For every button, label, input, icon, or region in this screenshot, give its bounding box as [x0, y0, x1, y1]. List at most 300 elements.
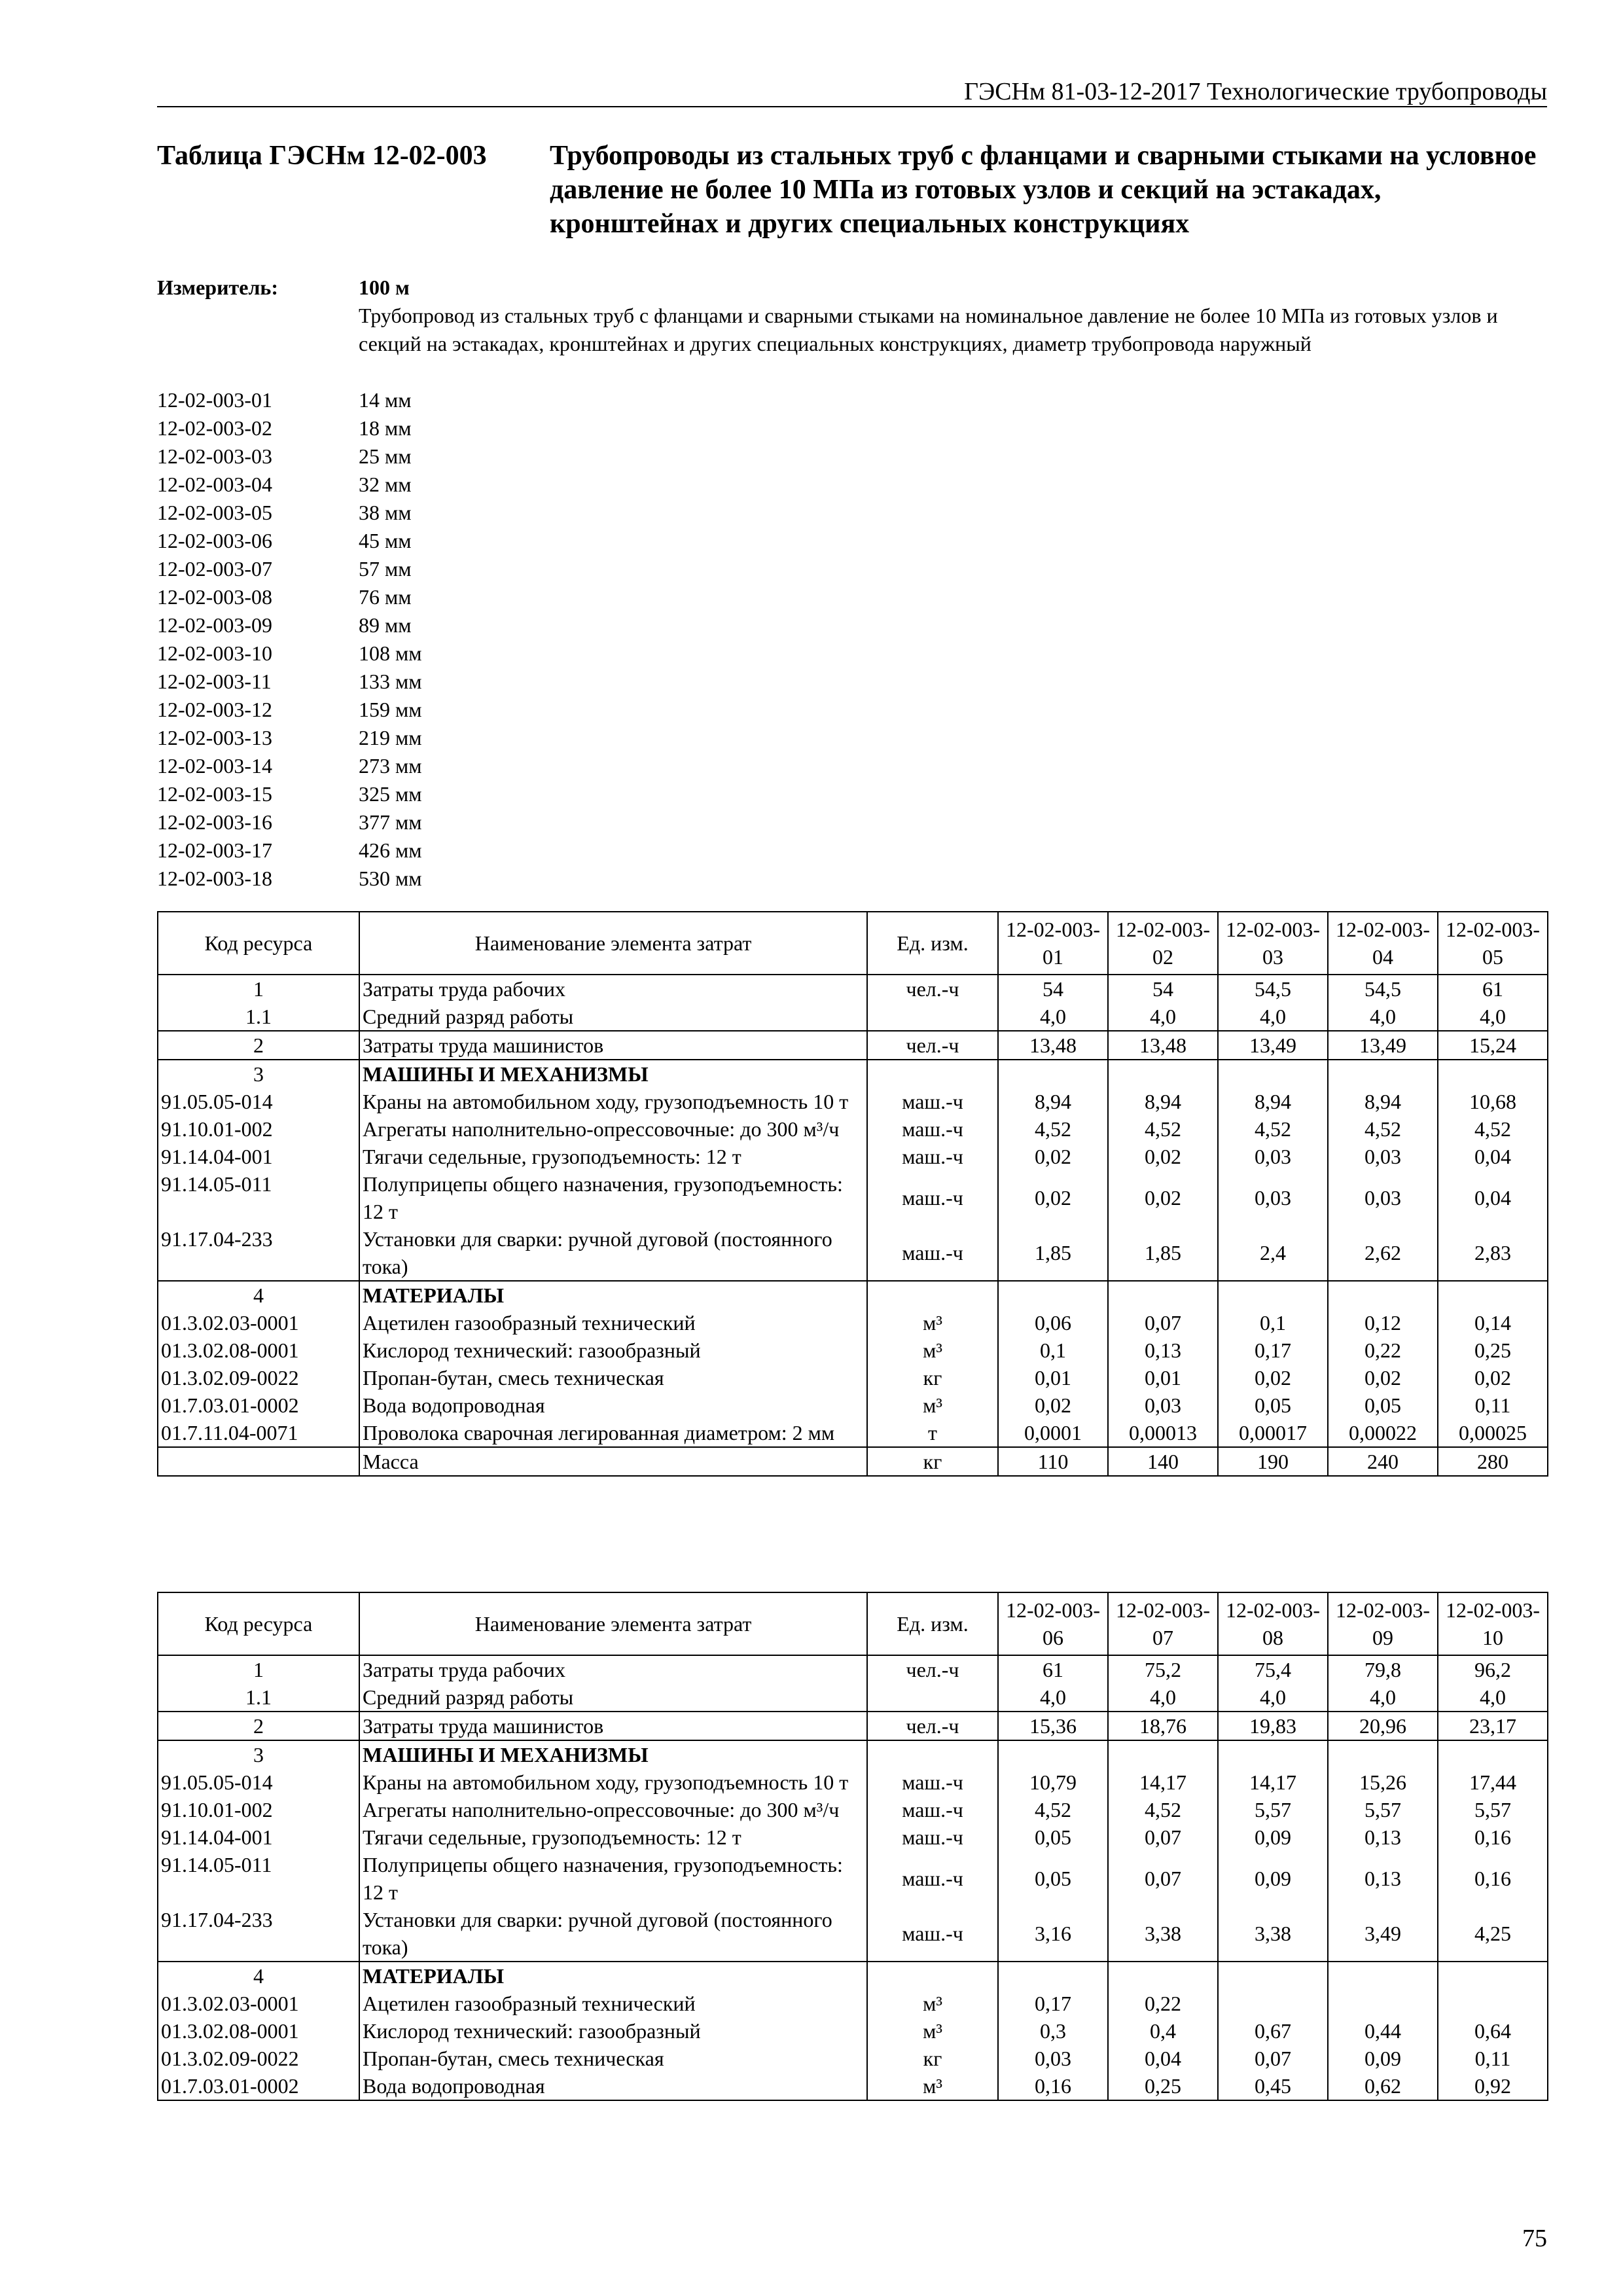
row-value: 0,44 — [1328, 2017, 1438, 2045]
row-unit: м³ — [867, 2017, 998, 2045]
row-unit: маш.-ч — [867, 1796, 998, 1823]
row-value: 0,05 — [1328, 1391, 1438, 1419]
row-value: 240 — [1328, 1447, 1438, 1476]
row-unit: маш.-ч — [867, 1088, 998, 1115]
row-value: 0,00013 — [1108, 1419, 1218, 1447]
header-column-code: 12-02-003-09 — [1328, 1592, 1438, 1655]
row-value: 4,52 — [1218, 1115, 1328, 1143]
row-value: 0,45 — [1218, 2072, 1328, 2100]
row-value — [1438, 1060, 1548, 1088]
code-list-item — [157, 555, 812, 583]
row-value: 0,1 — [998, 1336, 1108, 1364]
row-value: 0,00017 — [1218, 1419, 1328, 1447]
row-unit: кг — [867, 2045, 998, 2072]
row-cost-element: Полуприцепы общего назначения, грузоподъемность: 12 т — [359, 1170, 867, 1225]
row-unit: маш.-ч — [867, 1225, 998, 1281]
row-cost-element: МАШИНЫ И МЕХАНИЗМЫ — [359, 1060, 867, 1088]
row-cost-element: Проволока сварочная легированная диаметром: 2 мм — [359, 1419, 867, 1447]
table-row — [158, 1712, 1548, 1740]
row-value: 4,0 — [1328, 1683, 1438, 1712]
table-row — [158, 1391, 1548, 1419]
row-value — [1218, 1990, 1328, 2017]
row-cost-element: Затраты труда машинистов — [359, 1712, 867, 1740]
row-value: 0,04 — [1438, 1170, 1548, 1225]
code-list-item — [157, 752, 812, 780]
row-cost-element: Краны на автомобильном ходу, грузоподъемность 10 т — [359, 1768, 867, 1796]
code-list-code: 12-02-003-14 — [157, 754, 272, 778]
row-value: 23,17 — [1438, 1712, 1548, 1740]
row-resource-code: 91.14.04-001 — [158, 1143, 359, 1170]
row-value: 0,07 — [1108, 1851, 1218, 1906]
table-row — [158, 1823, 1548, 1851]
code-list-code: 12-02-003-12 — [157, 698, 272, 721]
row-unit — [867, 1060, 998, 1088]
table-title: Трубопроводы из стальных труб с фланцами и сварными стыками на условное давление не более 10 МПа из готовых узлов и секций на эстакадах, кронштейнах и других специальных конструкциях — [550, 141, 1537, 239]
table-row — [158, 1851, 1548, 1906]
code-list-size: 426 мм — [359, 838, 422, 862]
row-cost-element: Пропан-бутан, смесь техническая — [359, 2045, 867, 2072]
row-resource-code: 01.7.03.01-0002 — [158, 2072, 359, 2100]
table-row — [158, 975, 1548, 1003]
row-value: 4,0 — [998, 1003, 1108, 1031]
row-value: 0,01 — [1108, 1364, 1218, 1391]
header-rule — [157, 106, 1547, 107]
code-list-size: 32 мм — [359, 473, 412, 496]
row-resource-code: 4 — [158, 1281, 359, 1309]
row-resource-code: 1.1 — [158, 1683, 359, 1712]
row-value: 61 — [998, 1655, 1108, 1683]
table-row — [158, 1655, 1548, 1683]
row-unit — [867, 1003, 998, 1031]
table-row — [158, 1419, 1548, 1447]
row-value: 0,00022 — [1328, 1419, 1438, 1447]
row-value: 0,03 — [1108, 1391, 1218, 1419]
code-list-size: 377 мм — [359, 810, 422, 834]
row-value: 0,13 — [1108, 1336, 1218, 1364]
row-value: 14,17 — [1108, 1768, 1218, 1796]
row-value: 0,0001 — [998, 1419, 1108, 1447]
row-value — [1328, 1060, 1438, 1088]
row-value: 17,44 — [1438, 1768, 1548, 1796]
code-list-size: 76 мм — [359, 585, 412, 609]
meter-label: Измеритель: — [157, 276, 278, 299]
row-cost-element: Средний разряд работы — [359, 1003, 867, 1031]
row-value: 4,0 — [1218, 1003, 1328, 1031]
row-value: 0,03 — [998, 2045, 1108, 2072]
table-row — [158, 1683, 1548, 1712]
row-value — [1108, 1281, 1218, 1309]
row-value: 0,64 — [1438, 2017, 1548, 2045]
row-cost-element: Агрегаты наполнительно-опрессовочные: до 300 м³/ч — [359, 1115, 867, 1143]
row-value: 4,52 — [998, 1796, 1108, 1823]
row-unit: маш.-ч — [867, 1170, 998, 1225]
row-value: 0,02 — [1438, 1364, 1548, 1391]
row-unit: кг — [867, 1447, 998, 1476]
row-cost-element: Краны на автомобильном ходу, грузоподъемность 10 т — [359, 1088, 867, 1115]
row-value: 15,24 — [1438, 1031, 1548, 1060]
row-cost-element: Агрегаты наполнительно-опрессовочные: до 300 м³/ч — [359, 1796, 867, 1823]
page-number: 75 — [1522, 2225, 1547, 2252]
row-value: 0,16 — [1438, 1851, 1548, 1906]
row-value — [1218, 1740, 1328, 1768]
row-value: 4,52 — [1328, 1115, 1438, 1143]
row-unit — [867, 1281, 998, 1309]
table-row — [158, 1088, 1548, 1115]
row-value: 4,0 — [998, 1683, 1108, 1712]
row-value: 110 — [998, 1447, 1108, 1476]
row-unit: м³ — [867, 1309, 998, 1336]
row-value: 0,03 — [1328, 1143, 1438, 1170]
table-row — [158, 1031, 1548, 1060]
row-resource-code: 2 — [158, 1712, 359, 1740]
row-value: 0,02 — [1108, 1170, 1218, 1225]
table-row — [158, 2017, 1548, 2045]
header-column-code: 12-02-003-07 — [1108, 1592, 1218, 1655]
code-list-item — [157, 499, 812, 527]
table-row — [158, 1003, 1548, 1031]
row-value: 0,00025 — [1438, 1419, 1548, 1447]
header-column-code: 12-02-003-04 — [1328, 912, 1438, 975]
table-row — [158, 1115, 1548, 1143]
row-value — [998, 1962, 1108, 1990]
code-list-size: 45 мм — [359, 529, 412, 552]
row-value — [1108, 1740, 1218, 1768]
row-value — [1218, 1962, 1328, 1990]
row-resource-code: 91.05.05-014 — [158, 1768, 359, 1796]
row-cost-element: МАТЕРИАЛЫ — [359, 1962, 867, 1990]
code-list-item — [157, 414, 812, 442]
meter-block — [157, 274, 1547, 358]
header-column-code: 12-02-003-05 — [1438, 912, 1548, 975]
row-cost-element: Вода водопроводная — [359, 1391, 867, 1419]
row-value: 140 — [1108, 1447, 1218, 1476]
row-unit: чел.-ч — [867, 975, 998, 1003]
table-row — [158, 1364, 1548, 1391]
row-resource-code — [158, 1447, 359, 1476]
row-value: 0,11 — [1438, 2045, 1548, 2072]
row-value: 8,94 — [1328, 1088, 1438, 1115]
row-resource-code: 01.7.03.01-0002 — [158, 1391, 359, 1419]
row-value — [998, 1740, 1108, 1768]
row-value: 2,4 — [1218, 1225, 1328, 1281]
row-value — [1328, 1962, 1438, 1990]
row-value: 79,8 — [1328, 1655, 1438, 1683]
row-value — [1328, 1740, 1438, 1768]
row-value: 54,5 — [1328, 975, 1438, 1003]
row-value: 8,94 — [998, 1088, 1108, 1115]
meter-value: 100 м — [359, 276, 410, 299]
row-value: 54,5 — [1218, 975, 1328, 1003]
table-header-row — [158, 1592, 1548, 1655]
code-list-code: 12-02-003-13 — [157, 726, 272, 749]
code-list-code: 12-02-003-05 — [157, 501, 272, 524]
row-resource-code: 4 — [158, 1962, 359, 1990]
row-cost-element: Средний разряд работы — [359, 1683, 867, 1712]
code-list-code: 12-02-003-07 — [157, 557, 272, 581]
row-value: 0,05 — [998, 1823, 1108, 1851]
code-list-item — [157, 386, 812, 414]
row-value: 0,04 — [1108, 2045, 1218, 2072]
row-value — [1218, 1281, 1328, 1309]
code-list-item — [157, 836, 812, 865]
header-unit: Ед. изм. — [867, 1592, 998, 1655]
row-value: 13,48 — [998, 1031, 1108, 1060]
row-value: 20,96 — [1328, 1712, 1438, 1740]
row-cost-element: Пропан-бутан, смесь техническая — [359, 1364, 867, 1391]
row-cost-element: Кислород технический: газообразный — [359, 1336, 867, 1364]
row-cost-element: МАТЕРИАЛЫ — [359, 1281, 867, 1309]
code-list-size: 325 мм — [359, 782, 422, 806]
header-column-code: 12-02-003-10 — [1438, 1592, 1548, 1655]
row-value: 10,79 — [998, 1768, 1108, 1796]
row-value: 4,52 — [998, 1115, 1108, 1143]
row-value: 19,83 — [1218, 1712, 1328, 1740]
row-resource-code: 01.7.11.04-0071 — [158, 1419, 359, 1447]
table-row — [158, 1336, 1548, 1364]
code-list-item — [157, 527, 812, 555]
row-resource-code: 3 — [158, 1060, 359, 1088]
row-resource-code: 91.05.05-014 — [158, 1088, 359, 1115]
code-list-item — [157, 668, 812, 696]
row-value: 4,0 — [1438, 1003, 1548, 1031]
row-value: 75,2 — [1108, 1655, 1218, 1683]
row-value: 0,07 — [1108, 1309, 1218, 1336]
row-value: 0,09 — [1218, 1851, 1328, 1906]
row-value: 0,07 — [1108, 1823, 1218, 1851]
code-list-item — [157, 639, 812, 668]
code-list — [157, 386, 812, 893]
row-cost-element: Тягачи седельные, грузоподъемность: 12 т — [359, 1143, 867, 1170]
header-name: Наименование элемента затрат — [359, 912, 867, 975]
code-list-size: 133 мм — [359, 670, 422, 693]
row-unit: чел.-ч — [867, 1655, 998, 1683]
row-value: 0,06 — [998, 1309, 1108, 1336]
row-resource-code: 91.17.04-233 — [158, 1906, 359, 1962]
row-unit: чел.-ч — [867, 1031, 998, 1060]
table-caption — [157, 139, 1547, 241]
table-row — [158, 1740, 1548, 1768]
row-unit: кг — [867, 1364, 998, 1391]
row-unit: маш.-ч — [867, 1851, 998, 1906]
row-cost-element: Кислород технический: газообразный — [359, 2017, 867, 2045]
row-value: 0,25 — [1438, 1336, 1548, 1364]
row-value: 0,02 — [998, 1143, 1108, 1170]
row-value — [1438, 1990, 1548, 2017]
row-value: 0,17 — [998, 1990, 1108, 2017]
row-resource-code: 01.3.02.03-0001 — [158, 1990, 359, 2017]
code-list-code: 12-02-003-18 — [157, 867, 272, 890]
table-row — [158, 1768, 1548, 1796]
row-value: 3,49 — [1328, 1906, 1438, 1962]
row-value — [1218, 1060, 1328, 1088]
row-value: 0,92 — [1438, 2072, 1548, 2100]
row-value: 0,22 — [1328, 1336, 1438, 1364]
row-value — [1328, 1990, 1438, 2017]
row-value: 18,76 — [1108, 1712, 1218, 1740]
row-resource-code: 91.14.05-011 — [158, 1851, 359, 1906]
table-row — [158, 2072, 1548, 2100]
header-unit: Ед. изм. — [867, 912, 998, 975]
table-number: Таблица ГЭСНм 12-02-003 — [157, 141, 487, 171]
row-value: 13,49 — [1218, 1031, 1328, 1060]
table-row — [158, 1143, 1548, 1170]
code-list-size: 57 мм — [359, 557, 412, 581]
row-resource-code: 2 — [158, 1031, 359, 1060]
row-value: 0,02 — [1108, 1143, 1218, 1170]
row-resource-code: 91.10.01-002 — [158, 1115, 359, 1143]
row-unit: м³ — [867, 1990, 998, 2017]
row-cost-element: Затраты труда рабочих — [359, 975, 867, 1003]
row-value — [998, 1281, 1108, 1309]
row-resource-code: 01.3.02.08-0001 — [158, 2017, 359, 2045]
table-row — [158, 1796, 1548, 1823]
row-value: 0,62 — [1328, 2072, 1438, 2100]
row-unit — [867, 1962, 998, 1990]
row-unit — [867, 1683, 998, 1712]
header-column-code: 12-02-003-03 — [1218, 912, 1328, 975]
row-cost-element: Полуприцепы общего назначения, грузоподъемность: 12 т — [359, 1851, 867, 1906]
row-value: 0,3 — [998, 2017, 1108, 2045]
code-list-item — [157, 865, 812, 893]
code-list-size: 18 мм — [359, 416, 412, 440]
row-value: 0,12 — [1328, 1309, 1438, 1336]
row-value: 4,52 — [1438, 1115, 1548, 1143]
row-value: 4,0 — [1218, 1683, 1328, 1712]
row-value: 13,49 — [1328, 1031, 1438, 1060]
code-list-code: 12-02-003-16 — [157, 810, 272, 834]
code-list-size: 89 мм — [359, 613, 412, 637]
row-value: 0,05 — [998, 1851, 1108, 1906]
code-list-size: 25 мм — [359, 444, 412, 468]
code-list-item — [157, 724, 812, 752]
row-value: 0,09 — [1328, 2045, 1438, 2072]
norm-table-2 — [157, 1592, 1548, 2101]
row-value: 3,16 — [998, 1906, 1108, 1962]
row-value: 13,48 — [1108, 1031, 1218, 1060]
row-cost-element: Затраты труда машинистов — [359, 1031, 867, 1060]
row-cost-element: Установки для сварки: ручной дуговой (постоянного тока) — [359, 1906, 867, 1962]
table-row — [158, 1060, 1548, 1088]
row-value: 15,26 — [1328, 1768, 1438, 1796]
code-list-size: 38 мм — [359, 501, 412, 524]
row-resource-code: 91.17.04-233 — [158, 1225, 359, 1281]
row-value: 0,25 — [1108, 2072, 1218, 2100]
code-list-size: 530 мм — [359, 867, 422, 890]
meter-description: Трубопровод из стальных труб с фланцами и сварными стыками на номинальное давление не более 10 МПа из готовых узлов и секций на эстакадах, кронштейнах и других специальных конструкциях, диаметр трубопровода наружный — [359, 304, 1498, 355]
code-list-item — [157, 442, 812, 471]
header-name: Наименование элемента затрат — [359, 1592, 867, 1655]
row-value: 8,94 — [1108, 1088, 1218, 1115]
code-list-item — [157, 583, 812, 611]
table-row — [158, 1447, 1548, 1476]
row-resource-code: 3 — [158, 1740, 359, 1768]
row-value: 2,62 — [1328, 1225, 1438, 1281]
row-cost-element: Затраты труда рабочих — [359, 1655, 867, 1683]
header-column-code: 12-02-003-08 — [1218, 1592, 1328, 1655]
row-value: 14,17 — [1218, 1768, 1328, 1796]
row-value: 280 — [1438, 1447, 1548, 1476]
table-row — [158, 1281, 1548, 1309]
row-value — [1328, 1281, 1438, 1309]
row-resource-code: 1 — [158, 975, 359, 1003]
code-list-code: 12-02-003-04 — [157, 473, 272, 496]
code-list-item — [157, 808, 812, 836]
row-value: 4,0 — [1108, 1683, 1218, 1712]
row-value: 0,13 — [1328, 1851, 1438, 1906]
row-unit: м³ — [867, 2072, 998, 2100]
row-value: 0,1 — [1218, 1309, 1328, 1336]
row-value: 4,52 — [1108, 1796, 1218, 1823]
row-unit: чел.-ч — [867, 1712, 998, 1740]
row-value: 0,03 — [1218, 1170, 1328, 1225]
row-value: 4,25 — [1438, 1906, 1548, 1962]
row-resource-code: 01.3.02.03-0001 — [158, 1309, 359, 1336]
row-value: 0,02 — [1328, 1364, 1438, 1391]
row-value: 0,02 — [998, 1391, 1108, 1419]
row-cost-element: МАШИНЫ И МЕХАНИЗМЫ — [359, 1740, 867, 1768]
row-cost-element: Масса — [359, 1447, 867, 1476]
row-unit: маш.-ч — [867, 1115, 998, 1143]
row-value: 0,09 — [1218, 1823, 1328, 1851]
row-value: 0,03 — [1328, 1170, 1438, 1225]
norm-table-1 — [157, 911, 1548, 1477]
row-value: 0,03 — [1218, 1143, 1328, 1170]
row-value: 0,02 — [1218, 1364, 1328, 1391]
row-value: 0,11 — [1438, 1391, 1548, 1419]
code-list-size: 273 мм — [359, 754, 422, 778]
table-row — [158, 1906, 1548, 1962]
code-list-code: 12-02-003-03 — [157, 444, 272, 468]
row-resource-code: 1 — [158, 1655, 359, 1683]
code-list-code: 12-02-003-06 — [157, 529, 272, 552]
row-value — [1438, 1281, 1548, 1309]
row-value: 54 — [1108, 975, 1218, 1003]
table-row — [158, 1962, 1548, 1990]
row-resource-code: 91.14.05-011 — [158, 1170, 359, 1225]
code-list-item — [157, 696, 812, 724]
header-column-code: 12-02-003-01 — [998, 912, 1108, 975]
row-value: 4,52 — [1108, 1115, 1218, 1143]
row-resource-code: 91.10.01-002 — [158, 1796, 359, 1823]
row-value: 0,67 — [1218, 2017, 1328, 2045]
row-value: 0,14 — [1438, 1309, 1548, 1336]
row-unit: маш.-ч — [867, 1823, 998, 1851]
row-unit: м³ — [867, 1391, 998, 1419]
row-value: 0,22 — [1108, 1990, 1218, 2017]
table-row — [158, 2045, 1548, 2072]
code-list-item — [157, 780, 812, 808]
running-header: ГЭСНм 81-03-12-2017 Технологические трубопроводы — [964, 78, 1547, 105]
row-value: 0,17 — [1218, 1336, 1328, 1364]
code-list-code: 12-02-003-02 — [157, 416, 272, 440]
row-unit: маш.-ч — [867, 1143, 998, 1170]
row-value: 8,94 — [1218, 1088, 1328, 1115]
code-list-item — [157, 611, 812, 639]
header-code: Код ресурса — [158, 912, 359, 975]
row-resource-code: 1.1 — [158, 1003, 359, 1031]
row-unit: м³ — [867, 1336, 998, 1364]
row-cost-element: Ацетилен газообразный технический — [359, 1990, 867, 2017]
row-value: 1,85 — [1108, 1225, 1218, 1281]
row-unit: маш.-ч — [867, 1906, 998, 1962]
row-value: 5,57 — [1328, 1796, 1438, 1823]
code-list-code: 12-02-003-11 — [157, 670, 272, 693]
row-unit: т — [867, 1419, 998, 1447]
row-value: 3,38 — [1218, 1906, 1328, 1962]
row-value: 1,85 — [998, 1225, 1108, 1281]
row-value — [998, 1060, 1108, 1088]
row-cost-element: Ацетилен газообразный технический — [359, 1309, 867, 1336]
